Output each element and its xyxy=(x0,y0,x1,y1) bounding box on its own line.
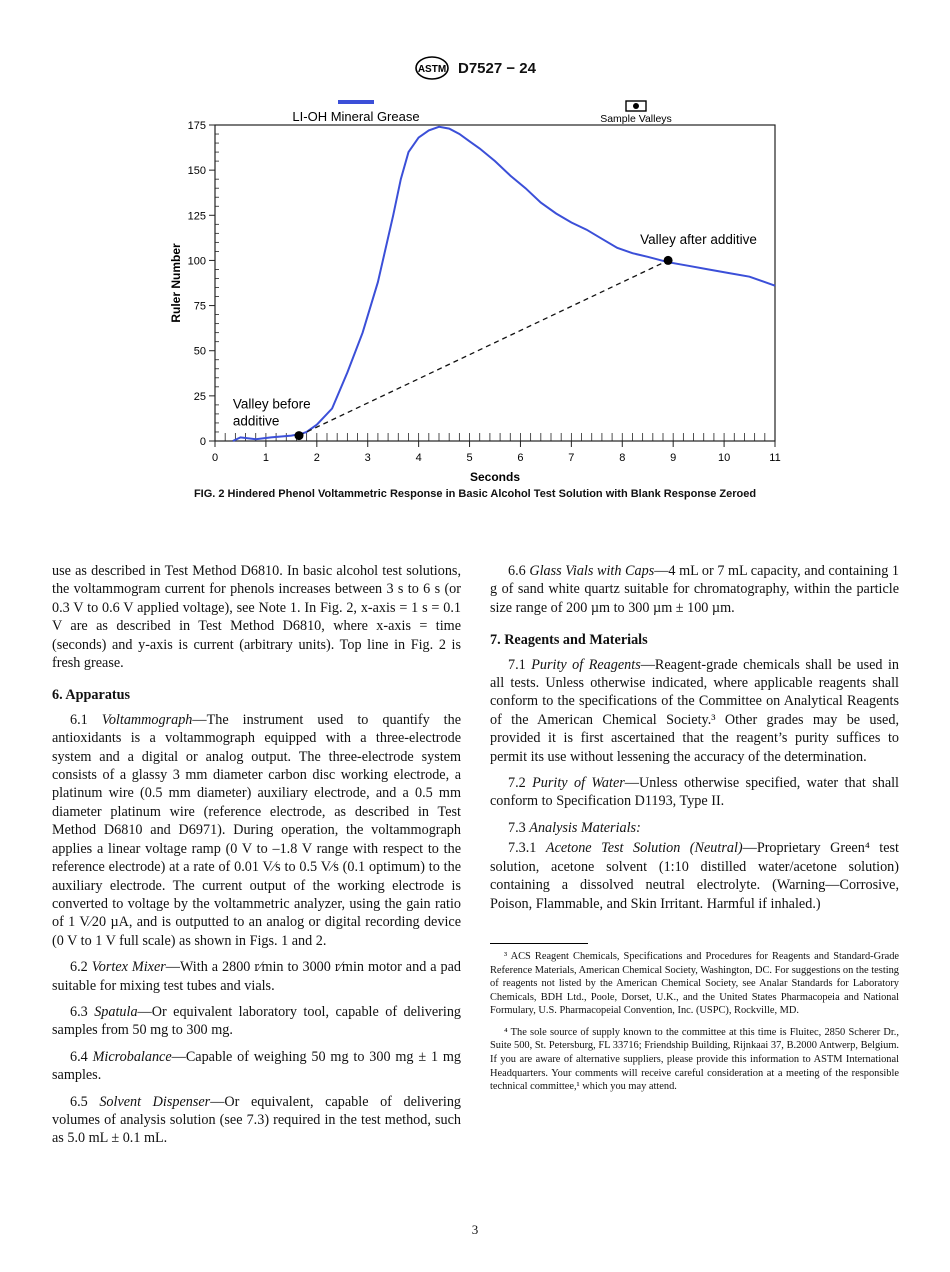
clause-number: 6.1 xyxy=(70,711,88,728)
x-tick-label: 1 xyxy=(262,452,269,464)
paragraph-6-6 xyxy=(490,562,899,617)
legend-line-marker xyxy=(338,100,374,104)
clause-term: Spatula xyxy=(94,1003,138,1020)
valley-connector xyxy=(299,260,668,435)
clause-number: 6.6 xyxy=(508,563,526,579)
document-id: D7527 − 24 xyxy=(458,59,536,77)
clause-number: 6.5 xyxy=(70,1093,88,1110)
x-tick-label: 4 xyxy=(415,452,422,464)
footnote-divider xyxy=(490,943,588,944)
paragraph-continuation: use as described in Test Method D6810. In basic alcohol test solutions, the voltammogram current for phenols increases between 3 s to 6 s (or 0.3 V to 0.6 V applied voltage), see Note 1. In Fig. 2, x-axis = 1 s = 0.1 V are as described in Test Method D6810, where x-axis = time (seconds) and y-axis is current (arbitrary units). Top line in Fig. 2 is fresh grease. xyxy=(52,563,461,672)
astm-logo-icon xyxy=(414,56,450,80)
x-tick-label: 8 xyxy=(619,452,626,464)
clause-term: Solvent Dispenser xyxy=(99,1093,211,1110)
clause-number: 7.2 xyxy=(508,775,526,792)
paragraph-7-3 xyxy=(490,819,899,837)
footnote-3: ³ ACS Reagent Chemicals, Specifications and Procedures for Reagents and Standard-Grade Reference Materials, American Chemical Society, Washington, DC. For suggestions on the testing of reagents not listed by the American Chemical Society, see Analar Standards for Laboratory Chemicals, BDH Ltd., Poole, Dorset, U.K., and the United States Pharmacopeia and National Formulary, U.S. Pharmacopeial Convention, Inc. (USPC), Rockville, MD. xyxy=(490,950,899,1017)
x-tick-label: 7 xyxy=(568,452,575,464)
clause-number: 6.3 xyxy=(70,1003,88,1020)
x-tick-label: 3 xyxy=(364,452,371,464)
y-tick-label: 75 xyxy=(193,300,206,313)
legend-point-marker xyxy=(633,103,639,109)
clause-number: 7.3 xyxy=(508,819,526,836)
paragraph-7-1 xyxy=(490,656,899,766)
paragraph-6-4 xyxy=(52,1048,461,1085)
x-tick-label: 9 xyxy=(670,452,677,464)
plot-frame xyxy=(215,125,775,441)
paragraph-6-1 xyxy=(52,711,461,950)
clause-text: —Unless otherwise specified, water that shall conform to Specification D1193, Type II. xyxy=(490,775,899,810)
clause-text: —Or equivalent laboratory tool, capable of delivering samples from 50 mg to 300 mg. xyxy=(52,1003,462,1039)
paragraph-6-5 xyxy=(52,1093,461,1148)
clause-number: 7.1 xyxy=(508,656,526,673)
paragraph-6-2 xyxy=(52,958,461,995)
legend-label-valleys: Sample Valleys xyxy=(600,113,672,125)
clause-term: Glass Vials with Caps xyxy=(529,563,655,579)
x-tick-label: 11 xyxy=(769,452,781,464)
clause-text: —With a 2800 r⁄min to 3000 r⁄min motor and a pad suitable for mixing test tubes and vials. xyxy=(52,959,461,994)
clause-text: —Or equivalent, capable of delivering volumes of analysis solution (see 7.3) required in the test method, such as 5.0 mL ± 0.1 mL. xyxy=(52,1093,462,1147)
clause-term: Purity of Water xyxy=(532,775,625,792)
series-line-grease xyxy=(233,127,775,441)
clause-text: —The instrument used to quantify the antioxidants is a voltammograph equipped with a three-electrode system and a digital or analog output. The three-electrode system consists of a glassy 3 mm diameter carbon disc working electrode, a platinum wire (0.5 mm diameter) auxiliary electrode, and a 0.5 mm diameter platinum wire (reference electrode, as described in Test Method D6810 and D6971). During operation, the voltammograph applies a linear voltage ramp (0 V to –1.8 V range with respect to the reference electrode) at a rate of 0.01 V⁄s to 0.5 V⁄s (0.1 optimum) to the auxiliary electrode. The current output of the working electrode is converted to voltage by the voltammetric analyzer, using the gain ratio of 1 V⁄20 µA, and is outputted to an analog or digital recording device (0 V to 1 V full scale) as shown in Figs. 1 and 2. xyxy=(52,711,462,949)
clause-number: 6.2 xyxy=(70,959,88,976)
x-tick-label: 2 xyxy=(313,452,320,464)
clause-term: Analysis Materials: xyxy=(529,819,641,836)
x-tick-label: 10 xyxy=(717,452,731,464)
paragraph-7-3-1 xyxy=(490,839,899,913)
logo-text: ASTM xyxy=(417,64,447,75)
y-tick-label: 25 xyxy=(193,390,206,403)
clause-term: Acetone Test Solution (Neutral) xyxy=(545,840,743,857)
clause-text: —Proprietary Green⁴ test solution, acetone solvent (1:10 distilled water/acetone solution) containing a dissolved neutral electrolyte. (Warning—Corrosive, Poison, Flammable, and Skin Irritant. Harmful if inhaled.) xyxy=(490,840,899,912)
section-heading-reagents: 7. Reagents and Materials xyxy=(490,632,648,649)
annotation-line: Valley before xyxy=(232,396,311,412)
y-tick-label: 175 xyxy=(187,120,206,132)
valley-point xyxy=(664,256,673,265)
left-column xyxy=(52,562,461,1156)
y-tick-label: 0 xyxy=(199,436,206,448)
page-number: 3 xyxy=(471,1222,479,1237)
y-tick-label: 50 xyxy=(193,345,206,358)
right-column xyxy=(490,562,899,1102)
y-axis-label: Ruler Number xyxy=(169,243,183,323)
y-tick-label: 100 xyxy=(187,255,206,268)
page-header xyxy=(0,56,950,80)
clause-term: Voltammograph xyxy=(101,711,193,728)
annotation-valley-after: Valley after additive xyxy=(640,232,757,248)
clause-term: Purity of Reagents xyxy=(531,656,641,673)
annotation-valley-before xyxy=(233,396,311,428)
clause-text: —Capable of weighing 50 mg to 300 mg ± 1 mg samples. xyxy=(52,1048,461,1084)
clause-text: —4 mL or 7 mL capacity, and containing 1 g of sand white quartz suitable for chromatography, within the particle size range of 200 µm to 300 µm ± 100 µm. xyxy=(490,563,899,616)
x-tick-label: 6 xyxy=(517,452,524,464)
annotation-line: additive xyxy=(232,413,280,429)
x-tick-label: 5 xyxy=(466,452,473,464)
paragraph-6-3 xyxy=(52,1003,461,1040)
valley-point xyxy=(295,431,304,440)
footnote-4: ⁴ The sole source of supply known to the committee at this time is Fluitec, 2850 Scherer Dr., Suite 500, St. Petersburg, FL 33716; Friendship Building, Rijnkaai 37, B.2000 Antwerp, Belgium. If you are aware of alternative suppliers, please provide this information to ASTM International Headquarters. Your comments will receive careful consideration at a meeting of the responsible technical committee,¹ which you may attend. xyxy=(490,1026,899,1093)
clause-number: 6.4 xyxy=(70,1048,88,1065)
y-tick-label: 150 xyxy=(187,165,206,178)
voltammetric-chart xyxy=(160,95,800,485)
section-heading-apparatus: 6. Apparatus xyxy=(52,687,131,704)
clause-term: Vortex Mixer xyxy=(91,959,166,976)
clause-text: —Reagent-grade chemicals shall be used in all tests. Unless otherwise indicated, where applicable reagents shall conform to the specifications of the Committee on Analytical Reagents of the American Chemical Society.³ Other grades may be used, provided it is first ascertained that the reagent’s purity suffices to permit its use without lessening the accuracy of the determination. xyxy=(490,656,900,765)
x-tick-label: 0 xyxy=(211,452,219,464)
clause-number: 7.3.1 xyxy=(508,840,537,857)
y-tick-label: 125 xyxy=(187,210,206,223)
clause-term: Microbalance xyxy=(92,1048,172,1065)
paragraph-7-2 xyxy=(490,774,899,811)
figure-caption: FIG. 2 Hindered Phenol Voltammetric Response in Basic Alcohol Test Solution with Blank Response Zeroed xyxy=(193,488,757,500)
legend-label-grease: LI-OH Mineral Grease xyxy=(292,109,420,124)
x-axis-label: Seconds xyxy=(469,470,521,484)
